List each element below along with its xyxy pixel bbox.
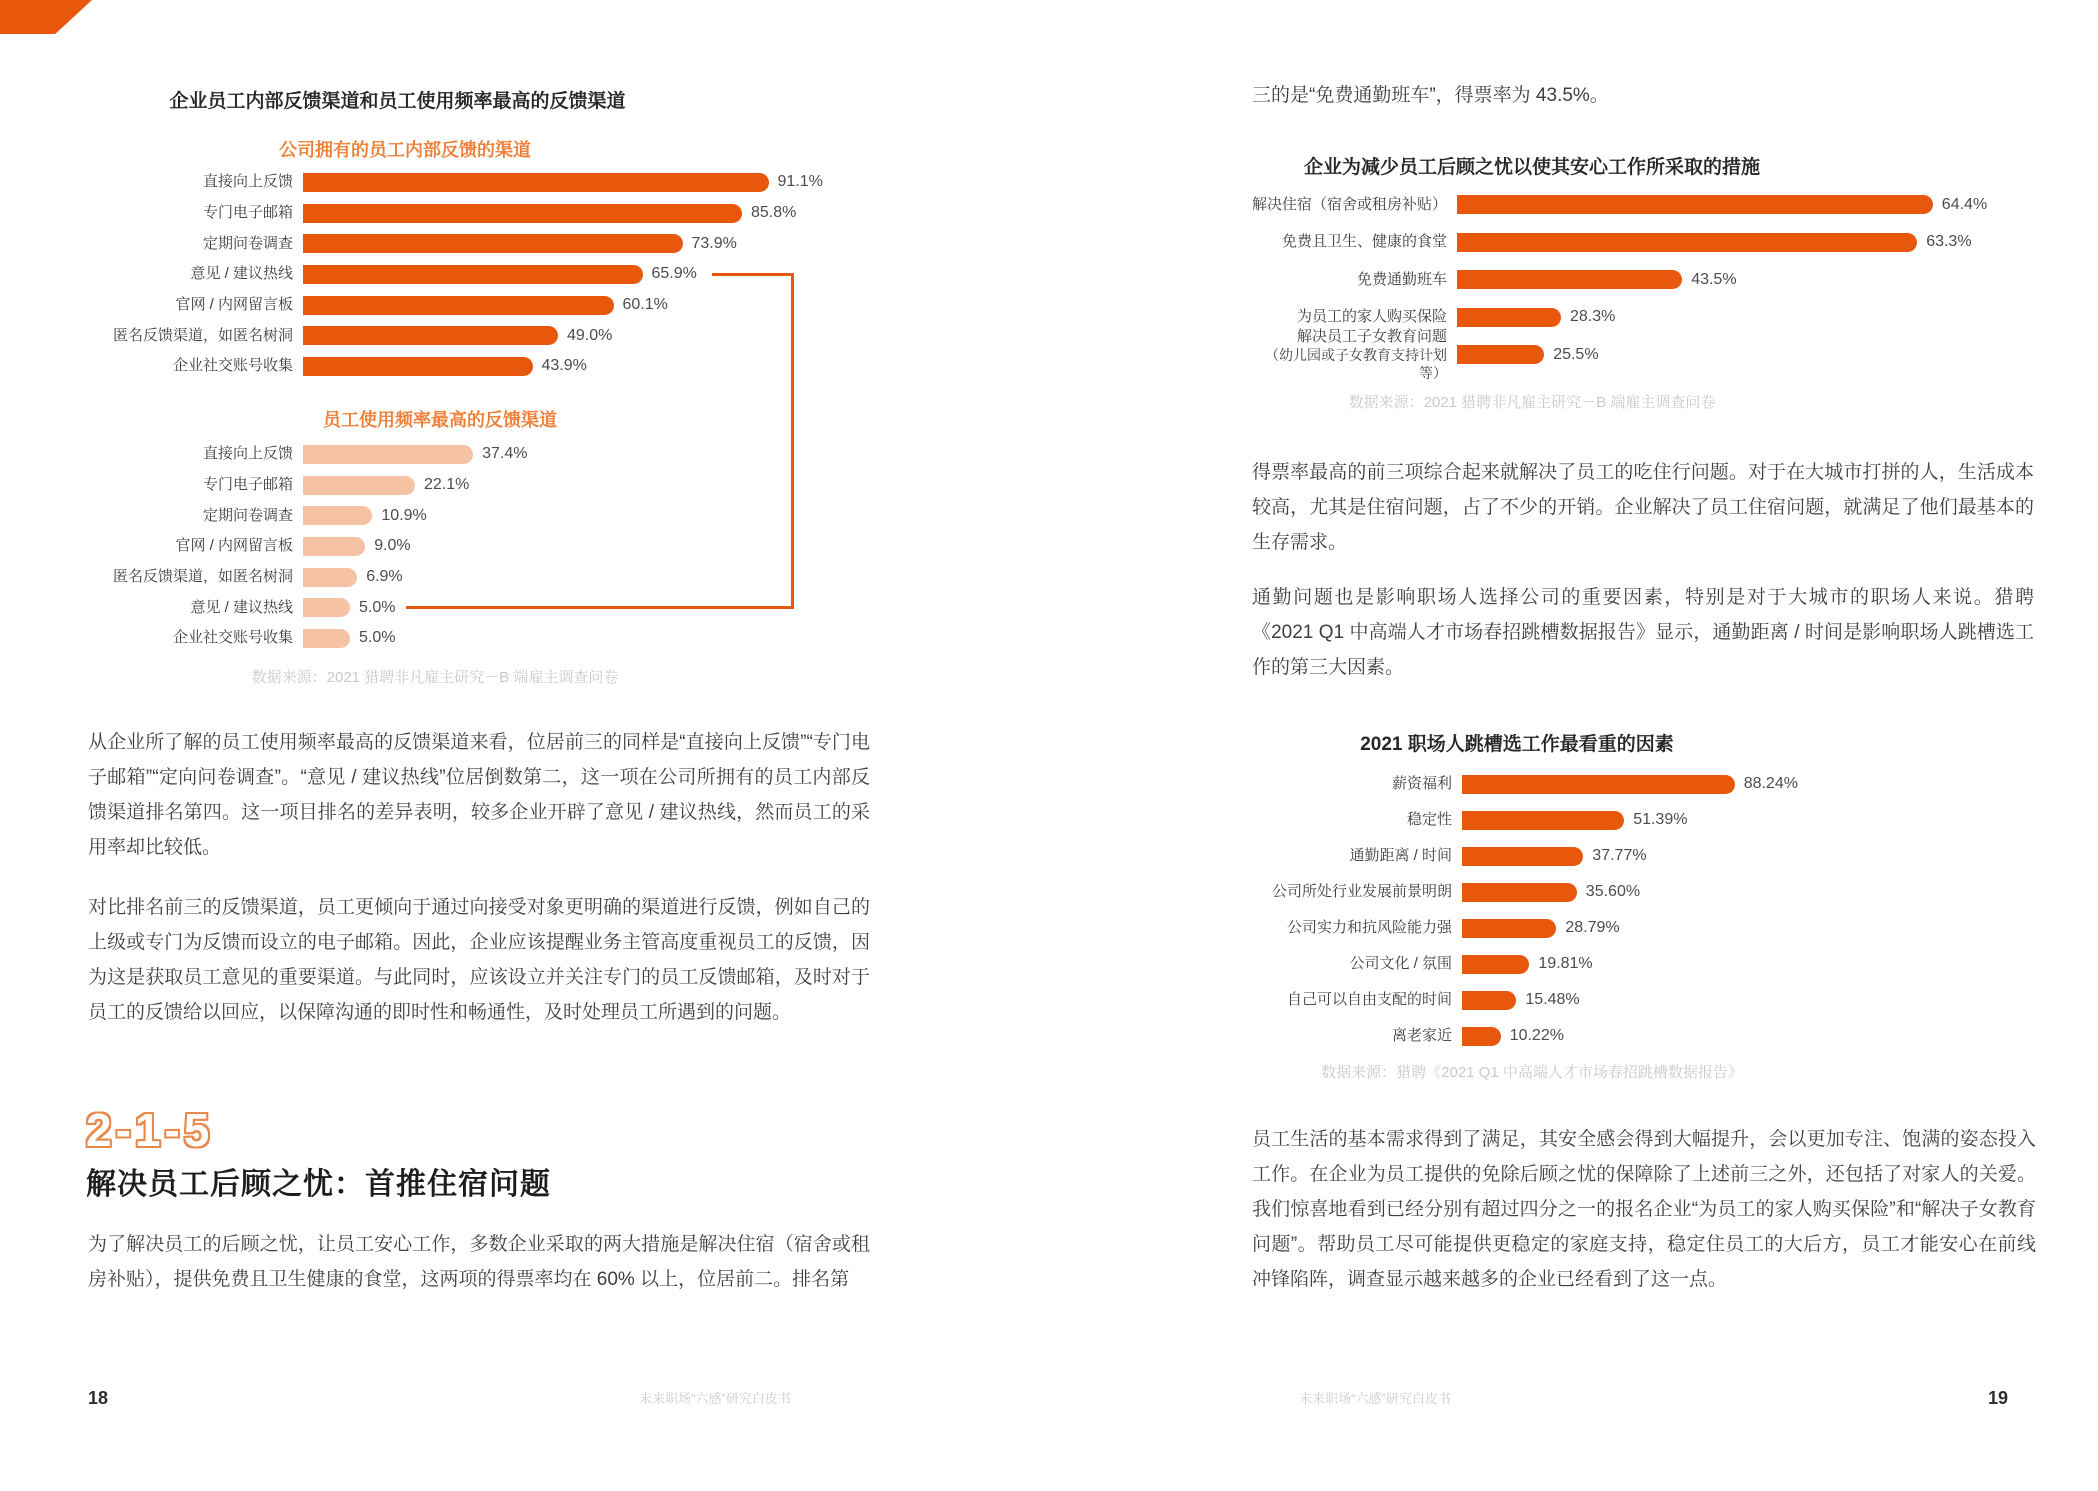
chart-value-label: 28.3% <box>1570 308 1616 326</box>
chart-bar <box>1462 811 1624 830</box>
chart-bar <box>303 204 742 223</box>
chart-row <box>1252 766 2032 802</box>
right-intro-paragraph: 三的是“免费通勤班车”，得票率为 43.5%。 <box>1252 85 1609 106</box>
chart-row <box>1252 327 2032 381</box>
chart-value-label: 43.5% <box>1691 270 1737 288</box>
chart-bar <box>303 476 415 495</box>
chart-value-label: 37.4% <box>482 445 528 463</box>
page-number-left: 18 <box>88 1388 109 1408</box>
chart1-subtitle: 公司拥有的员工内部反馈的渠道 <box>279 140 531 160</box>
chart-category-label: 公司所处行业发展前景明朗 <box>1271 883 1452 900</box>
chart-value-label: 51.39% <box>1633 811 1688 828</box>
chart-category-label: 解决员工子女教育问题 （幼儿园或子女教育支持计划等） <box>1252 328 1447 382</box>
chart-row <box>88 320 868 351</box>
chart-value-label: 60.1% <box>622 296 668 314</box>
chart-bar <box>1462 991 1516 1010</box>
chart-bar <box>1462 955 1529 974</box>
chart-bar <box>303 265 643 284</box>
chart-value-label: 22.1% <box>424 476 470 494</box>
chart-category-label: 为员工的家人购买保险 <box>1296 308 1447 326</box>
chart-bar <box>303 326 558 345</box>
chart-value-label: 5.0% <box>359 629 396 647</box>
chart4-title: 2021 职场人跳槽选工作最看重的因素 <box>1360 734 1674 755</box>
chart-category-label: 直接向上反馈 <box>202 173 293 191</box>
chart-row <box>88 562 868 593</box>
chart-category-label: 意见 / 建议热线 <box>190 598 293 616</box>
chart-bar <box>303 629 350 648</box>
chart-bar <box>303 173 769 192</box>
chart-value-label: 85.8% <box>751 204 797 222</box>
chart4-data-source: 数据来源：猎聘《2021 Q1 中高端人才市场春招跳槽数据报告》 <box>1321 1064 1743 1081</box>
employee-used-channels-chart <box>88 439 868 654</box>
chart-row <box>1252 946 2032 982</box>
chart-category-sublabel: （幼儿园或子女教育支持计划等） <box>1265 346 1447 381</box>
chart-value-label: 6.9% <box>366 568 403 586</box>
chart-category-label: 直接向上反馈 <box>202 445 293 463</box>
chart-row <box>1252 1018 2032 1054</box>
chart-bar <box>303 598 350 617</box>
chart-category-label: 专门电子邮箱 <box>202 204 293 222</box>
chart2-subtitle: 员工使用频率最高的反馈渠道 <box>323 410 557 430</box>
chart-category-label: 通勤距离 / 时间 <box>1349 847 1452 864</box>
page-number-right: 19 <box>1988 1388 2009 1408</box>
footer-text-right: 未来职场“六感”研究白皮书 <box>1299 1391 1451 1406</box>
chart-value-label: 10.22% <box>1509 1027 1564 1044</box>
chart-row <box>1252 802 2032 838</box>
chart-category-label: 自己可以自由支配的时间 <box>1286 991 1452 1008</box>
chart-bar <box>1457 195 1933 214</box>
chart3-title: 企业为减少员工后顾之忧以使其安心工作所采取的措施 <box>1303 157 1760 178</box>
chart-value-label: 43.9% <box>541 357 587 375</box>
chart-bar <box>1462 883 1577 902</box>
chart-category-label: 离老家近 <box>1391 1027 1452 1044</box>
chart-value-label: 9.0% <box>374 537 411 555</box>
right-paragraph-2: 通勤问题也是影响职场人选择公司的重要因素，特别是对于大城市的职场人来说。猎聘《2021 Q1 中高端人才市场春招跳槽数据报告》显示，通勤距离 / 时间是影响职场人跳槽选工作的第三大因素。 <box>1252 587 2034 678</box>
chart-category-label: 稳定性 <box>1406 811 1452 828</box>
bracket-line-vertical <box>791 273 794 609</box>
section-number: 2-1-5 <box>86 1104 214 1156</box>
chart-row <box>88 351 868 382</box>
chart-bar <box>1462 919 1556 938</box>
chart-row <box>88 167 868 198</box>
chart-row <box>88 439 868 470</box>
chart-row <box>1252 910 2032 946</box>
left-paragraph-3: 为了解决员工的后顾之忧，让员工安心工作，多数企业采取的两大措施是解决住宿（宿舍或租房补贴），提供免费且卫生健康的食堂，这两项的得票率均在 60% 以上，位居前二。排名第 <box>88 1234 870 1290</box>
chart-row <box>88 470 868 501</box>
chart-value-label: 19.81% <box>1538 955 1593 972</box>
chart-value-label: 10.9% <box>381 506 427 524</box>
chart-bar <box>303 296 614 315</box>
chart-bar <box>303 537 365 556</box>
chart-category-label: 定期问卷调查 <box>202 234 293 252</box>
figure-title: 企业员工内部反馈渠道和员工使用频率最高的反馈渠道 <box>169 91 626 112</box>
chart-value-label: 64.4% <box>1941 195 1988 213</box>
chart-value-label: 49.0% <box>567 326 613 344</box>
chart-row <box>1252 224 2032 262</box>
chart-category-label: 企业社交账号收集 <box>172 629 293 647</box>
chart-row <box>1252 982 2032 1018</box>
chart-value-label: 88.24% <box>1743 775 1798 792</box>
right-paragraph-1: 得票率最高的前三项综合起来就解决了员工的吃住行问题。对于在大城市打拼的人，生活成本较高，尤其是住宿问题，占了不少的开销。企业解决了员工住宿问题，就满足了他们最基本的生存需求。 <box>1252 462 2034 553</box>
chart-value-label: 25.5% <box>1553 345 1599 363</box>
chart2-data-source: 数据来源：2021 猎聘非凡雇主研究－B 端雇主调查问卷 <box>251 669 619 686</box>
left-paragraph-2: 对比排名前三的反馈渠道，员工更倾向于通过向接受对象更明确的渠道进行反馈，例如自己的上级或专门为反馈而设立的电子邮箱。因此，企业应该提醒业务主管高度重视员工的反馈，因为这是获取员工意见的重要渠道。与此同时，应该设立并关注专门的员工反馈邮箱，及时对于员工的反馈给以回应，以保障沟通的即时性和畅通性，及时处理员工所遇到的问题。 <box>88 897 870 1023</box>
chart-row <box>1252 838 2032 874</box>
chart-category-label: 匿名反馈渠道，如匿名树洞 <box>112 326 293 344</box>
corner-accent-shape <box>0 0 92 34</box>
chart-value-label: 73.9% <box>691 234 737 252</box>
chart-category-label: 匿名反馈渠道，如匿名树洞 <box>112 568 293 586</box>
chart3-data-source: 数据来源：2021 猎聘非凡雇主研究－B 端雇主调查问卷 <box>1348 394 1716 411</box>
right-paragraph-3: 员工生活的基本需求得到了满足，其安全感会得到大幅提升，会以更加专注、饱满的姿态投入工作。在企业为员工提供的免除后顾之忧的保障除了上述前三之外，还包括了对家人的关爱。我们惊喜地看到已经分别有超过四分之一的报名企业“为员工的家人购买保险”和“解决子女教育问题”。帮助员工尽可能提供更稳定的家庭支持，稳定住员工的大后方，员工才能安心在前线冲锋陷阵，调查显示越来越多的企业已经看到了这一点。 <box>1252 1129 2036 1290</box>
chart-bar <box>303 445 473 464</box>
chart-bar <box>1462 847 1583 866</box>
chart-value-label: 65.9% <box>651 265 697 283</box>
chart-value-label: 37.77% <box>1592 847 1647 864</box>
chart-row <box>88 531 868 562</box>
chart-bar <box>303 357 533 376</box>
chart-category-label: 企业社交账号收集 <box>172 357 293 375</box>
bracket-line-bottom <box>406 606 791 609</box>
chart-value-label: 91.1% <box>777 173 823 191</box>
chart-bar <box>1457 345 1544 364</box>
chart-category-label: 官网 / 内网留言板 <box>175 296 293 314</box>
chart-category-label: 免费且卫生、健康的食堂 <box>1281 233 1447 251</box>
footer-text-left: 未来职场“六感”研究白皮书 <box>639 1391 791 1406</box>
chart-category-label: 解决住宿（宿舍或租房补贴） <box>1252 195 1448 213</box>
chart-bar <box>303 568 357 587</box>
chart-value-label: 15.48% <box>1525 991 1580 1008</box>
chart-value-label: 28.79% <box>1565 919 1620 936</box>
employer-measures-chart <box>1252 186 2032 381</box>
bracket-line-top <box>712 273 791 276</box>
chart-category-label: 公司实力和抗风险能力强 <box>1286 919 1452 936</box>
chart-row <box>1252 186 2032 224</box>
chart-category-label: 免费通勤班车 <box>1356 270 1447 288</box>
chart-bar <box>1457 308 1561 327</box>
chart-category-label: 薪资福利 <box>1391 775 1452 792</box>
job-hopping-factors-chart <box>1252 766 2032 1054</box>
chart-value-label: 35.60% <box>1585 883 1641 900</box>
chart-bar <box>1457 233 1917 252</box>
chart-row <box>88 198 868 229</box>
chart-bar <box>1457 270 1682 289</box>
chart-row <box>88 290 868 321</box>
chart-bar <box>1462 775 1735 794</box>
chart-bar <box>1462 1027 1501 1046</box>
chart-category-label: 官网 / 内网留言板 <box>175 537 293 555</box>
chart-row <box>88 228 868 259</box>
left-paragraph-1: 从企业所了解的员工使用频率最高的反馈渠道来看，位居前三的同样是“直接向上反馈”“专门电子邮箱”“定向问卷调查”。“意见 / 建议热线”位居倒数第二，这一项在公司所拥有的员工内部反馈渠道排名第四。这一项目排名的差异表明，较多企业开辟了意见 / 建议热线，然而员工的采用率却比较低。 <box>88 732 870 858</box>
chart-value-label: 5.0% <box>359 598 396 616</box>
chart-value-label: 63.3% <box>1926 233 1972 251</box>
chart-row <box>88 500 868 531</box>
chart-row <box>1252 874 2032 910</box>
chart-row <box>88 623 868 654</box>
chart-bar <box>303 234 683 253</box>
section-heading: 解决员工后顾之忧：首推住宿问题 <box>86 1168 551 1201</box>
chart-row <box>1252 261 2032 299</box>
chart-category-label: 公司文化 / 氛围 <box>1349 955 1452 972</box>
chart-category-label: 专门电子邮箱 <box>202 476 293 494</box>
chart-category-label: 定期问卷调查 <box>202 506 293 524</box>
chart-category-label: 意见 / 建议热线 <box>190 265 293 283</box>
chart-bar <box>303 506 372 525</box>
